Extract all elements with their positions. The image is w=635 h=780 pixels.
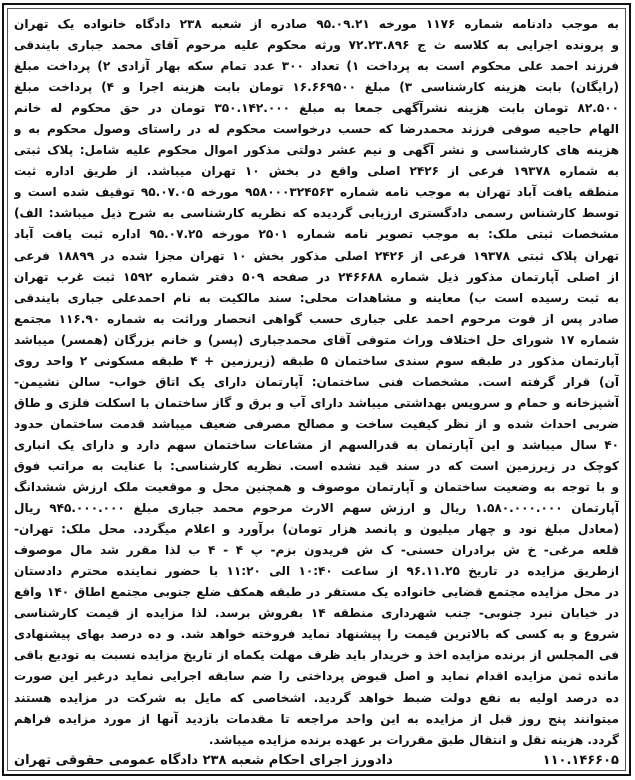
notice-line: آپارتمان مذکور در طبقه سوم سندی ساختمان ۵ طبقه (زیرزمین + ۴ طبقه مسکونی ۲ واحد روی [14,353,619,368]
notice-frame [2,3,631,776]
notice-line: آن) قرار گرفته است. مشخصات فنی ساختمان: آپارتمان دارای یک اتاق خواب- سالن نشیمن- [14,374,619,389]
notice-line: توسط کارشناس رسمی دادگستری ارزیابی گردیده که نظریه کارشناسی به شرح ذیل میباشد: الف) [14,206,619,221]
notice-line: به ثبت رسیده است ب) معاینه و مشاهدات محلی: سند مالکیت به نام احمدعلی جباری بایندقی [14,290,619,305]
notice-line: ازطریق مزایده در تاریخ ۹۶.۱۱.۲۵ از ساعت ۱۰:۴۰ الی ۱۱:۲۰ با حضور نماینده محترم دادستان [14,564,619,579]
notice-line: ده درصد اولیه به نفع دولت ضبط خواهد گردید. اشخاصی که مایل به شرکت در مزایده هستند [14,690,619,705]
notice-line: شروع و به کسی که بالاترین قیمت را پیشنهاد نماید فروخته خواهد شد. و ده درصد بهای پیشنهادی [14,627,619,642]
notice-line: فی المجلس از برنده مزایده اخذ و خریدار باید ظرف مهلت یکماه از تاریخ مزایده نسبت به تودیع باقی [14,648,619,663]
notice-line: گردد. هزینه نقل و انتقال طبق مقررات بر عهده برنده مزایده میباشد. [208,732,619,747]
notice-line: تهران پلاک ثبتی ۱۹۳۷۸ فرعی از ۲۴۲۶ اصلی مذکور بخش ۱۰ تهران مجزا شده در ۱۸۸۹۹ فرعی [14,248,619,263]
notice-line: هزینه های کارشناسی و نشر آگهی و نیم عشر دولتی مذکور اموال محکوم علیه شامل: پلاک ثبتی [14,143,619,158]
notice-line: و با توجه به وضعیت ساختمان و آپارتمان موصوف و همچنین محل و موقعیت ملک ارزش ششدانگ [14,480,619,495]
notice-line: مانده ثمن مزایده اقدام نماید و اصل قبوض پرداختی را ضم سابقه اجرایی نماید درغیر این صورت [14,669,619,684]
signature-title: دادورز اجرای احکام شعبه ۲۳۸ دادگاه عمومی حقوقی تهران [14,753,393,768]
notice-line: آپارتمان ۱.۵۸۰.۰۰۰.۰۰۰ ریال و ارزش سهم الارث مرحوم محمد جباری مبلغ ۹۴۵.۰۰۰.۰۰۰ ریال [14,501,619,516]
notice-line: به موجب دادنامه شماره ۱۱۷۶ مورخه ۹۵.۰۹.۲۱ صادره از شعبه ۲۳۸ دادگاه خانواده یک تهران [14,17,619,31]
notice-line: و پرونده اجرایی به کلاسه ث ج ۷۲.۲۳.۸۹۶ ورثه محکوم علیه مرحوم آقای محمد جباری بایندقی [14,38,619,53]
notice-line: مشخصات ثبتی ملک: به موجب تصویر نامه شماره ۲۵۰۱ مورخه ۹۵.۰۷.۲۵ اداره ثبت یافت آباد [14,227,619,242]
notice-line: آشپزخانه و حمام و سرویس بهداشتی میباشد دارای آب و برق و گاز ساختمان با اسکلت فلزی و طاق [14,395,619,410]
notice-line: فرزند احمد علی محکوم است به پرداخت ۱) تعداد ۳۰۰ عدد تمام سکه بهار آزادی ۲) پرداخت مبلغ [14,59,619,74]
notice-line: میتوانند پنج روز قبل از مزایده به این واحد مراجعه تا مقدمات بازدید آنها از مورد مزایده فراهم [14,711,619,726]
notice-line: الهام حاجیه صوفی فرزند محمدرضا که حسب درخواست محکوم له در راستای وصول محکوم به و [14,122,619,137]
notice-body [14,14,619,751]
notice-line: کوچک در زیرزمین است که در سند قید نشده است. نظریه کارشناسی: با عنایت به مراتب فوق [14,458,619,473]
notice-line: ضربی احداث شده و از نظر کیفیت ساخت و مصالح مصرفی ضعیف میباشد قدمت ساختمان حدود [14,416,619,431]
notice-line: به شماره ۱۹۳۷۸ فرعی از ۲۴۲۶ اصلی واقع در بخش ۱۰ تهران میباشد. از طریق اداره ثبت [14,164,619,179]
signature-line [14,753,619,768]
notice-line: (رایگان) بابت هزینه کارشناسی ۳) مبلغ ۱۶.۶۶۹۵۰۰ تومان بابت هزینه اجرا و ۴) پرداخت مبلغ [14,80,619,95]
reference-number: ۱۱۰.۱۴۶۶۰۵ [542,753,619,768]
notice-line: ۸۲.۵۰۰ تومان بابت هزینه نشرآگهی جمعا به مبلغ ۳۵۰.۱۴۲.۰۰۰ تومان در حق محکوم له خانم [14,101,619,116]
notice-line: صادر پس از فوت مرحوم احمد علی جباری حسب گواهی انحصار وراثت به شماره ۱۱۶.۹۰ مجتمع [14,311,619,326]
notice-line: شماره ۱۷ شورای حل اختلاف وراث متوفی آقای محمدجباری (پسر) و خانم بزرگان (همسر) میباشد [14,332,619,347]
notice-line: در محل مزایده مجتمع قضایی خانواده یک مستقر در طبقه همکف ضلع جنوبی مجتمع اطاق ۱۴۰ واقع [14,585,619,600]
notice-line: ۴۰ سال میباشد و این آپارتمان به قدرالسهم از مشاعات ساختمان سهم دارد و دارای یک انباری [14,437,619,452]
notice-line: منطقه یافت آباد تهران به موجب نامه شماره ۹۵۸۰۰۰۳۲۴۵۶۳ مورخه ۹۵.۰۷.۰۵ توقیف شده است و [14,185,619,200]
notice-line: (معادل مبلغ نود و چهار میلیون و پانصد هزار تومان) برآورد و اعلام میگردد. محل ملک: تهران- [14,522,619,537]
notice-line: قلعه مرغی- خ ش برادران حسنی- ک ش فریدون بزم- پ ۴ - ۴ ب لذا مقرر شد مال موصوف [14,543,619,558]
notice-line: در خیابان نبرد جنوبی- جنب شهرداری منطقه ۱۴ بفروش برسد. لذا مزایده از قیمت کارشناسی [14,606,619,621]
notice-line: از اصلی آپارتمان مذکور ذیل شماره ۲۴۶۶۸۸ در صفحه ۵۰۹ دفتر شماره ۱۵۹۲ ثبت غرب تهران [14,269,619,284]
